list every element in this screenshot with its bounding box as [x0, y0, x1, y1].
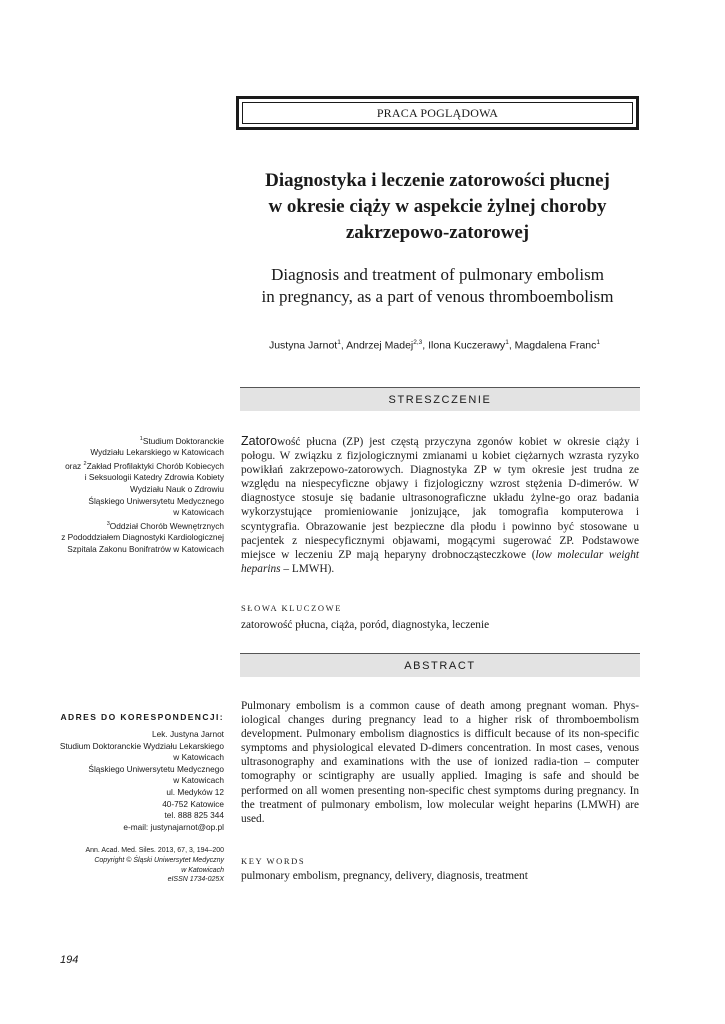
streszczenie-body: [241, 434, 639, 576]
abstract-line: during pregnancy. In the treatment of pulmonary embolism, low molecular: [241, 784, 639, 811]
author-name: Magdalena Franc: [514, 339, 597, 352]
citation-city: w Katowicach: [181, 866, 224, 874]
affiliation-sup: 3: [106, 520, 110, 527]
affiliation-line: i Seksuologii Katedry Zdrowia Kobiety: [84, 472, 224, 483]
affiliation-line: Wydziału Nauk o Zdrowiu: [130, 483, 224, 494]
correspondence-address: [40, 729, 224, 833]
keywords-pl-label: SŁOWA KLUCZOWE: [241, 603, 343, 613]
streszczenie-line: go oraz badania wykorzystujące promieniowanie jonizujące, jak tomografia: [241, 492, 639, 519]
abstract-heading: ABSTRACT: [240, 653, 640, 677]
affiliation-sup: 1: [139, 436, 143, 442]
title-polish-line: zakrzepowo-zatorowej: [345, 222, 530, 243]
abstract-line: development. Pulmonary embolism diagnostics is difficult because of its non-: [241, 728, 604, 741]
correspondence-line: w Katowicach: [173, 752, 224, 763]
author-affiliation-ref: 2,3: [413, 339, 423, 346]
affiliation-text: Zakład Profilaktyki Chorób Kobiecych: [86, 460, 224, 471]
streszczenie-heading: STRESZCZENIE: [240, 387, 640, 411]
author-affiliation-ref: 1: [596, 339, 600, 346]
correspondence-line: ul. Medyków 12: [166, 786, 224, 797]
page-number: 194: [60, 954, 79, 966]
citation-block: [40, 846, 224, 885]
author-affiliation-ref: 1: [505, 339, 509, 346]
affiliation-line: [40, 519, 224, 532]
abstract-body: [241, 699, 639, 826]
affiliation-line: z Pododdziałem Diagnostyki Kardiologicznej: [61, 532, 224, 543]
citation-journal: Ann. Acad. Med. Siles. 2013, 67, 3, 194–200: [85, 847, 224, 854]
title-polish: [236, 168, 639, 246]
correspondence-line: Lek. Justyna Jarnot: [152, 729, 224, 739]
title-english-line: in pregnancy, as a part of venous thromboembolism: [261, 287, 614, 306]
title-english: [236, 264, 639, 308]
abstract-line: Pulmonary embolism is a common cause of death among pregnant woman. Phys-: [241, 700, 639, 712]
citation-copyright: Copyright © Śląski Uniwersytet Medyczny: [94, 856, 224, 864]
title-english-line: Diagnosis and treatment of pulmonary embolism: [271, 265, 604, 284]
affiliation-text: Studium Doktoranckie: [142, 435, 224, 446]
abstract-line: specific symptoms and physiological elevated D-dimers concentration. In most: [241, 728, 639, 755]
streszczenie-line: trudna ze względu na niespecyficzne objawy i fizjologiczny wzrost stężenia: [241, 464, 639, 491]
correspondence-line: Studium Doktoranckie Wydziału Lekarskiego: [59, 740, 224, 751]
affiliation-prefix: oraz: [65, 460, 84, 471]
title-polish-line: w okresie ciąży w aspekcie żylnej choroby: [268, 196, 607, 217]
streszczenie-paren-close: – LMWH).: [280, 562, 335, 575]
abstract-line: tion – computer tomography or scintigraphy are usually applied. Imaging is safe: [241, 756, 639, 783]
affiliation-line: [40, 434, 224, 447]
correspondence-line: w Katowicach: [173, 775, 224, 786]
keywords-pl-text: zatorowość płucna, ciąża, poród, diagnostyka, leczenie: [241, 619, 490, 631]
streszczenie-line: wość płucna (ZP) jest częstą przyczyna zgonów kobiet w okresie ciąży: [277, 436, 630, 448]
author-affiliation-ref: 1: [337, 339, 341, 346]
streszczenie-line: i połogu. W związku z fizjologicznymi zmianami u kobiet ciężarnych wzrasta: [241, 436, 639, 463]
streszczenie-lead: Zatoro: [241, 434, 278, 448]
affiliation-text: Oddział Chorób Wewnętrznych: [109, 520, 224, 531]
keywords-en-label: KEY WORDS: [241, 856, 306, 866]
streszczenie-italic-term: low molecular weight heparins: [241, 548, 639, 575]
correspondence-heading: ADRES DO KORESPONDENCJI:: [60, 712, 224, 722]
streszczenie-line: być stosowane u pacjentek z niespecyficznymi objawami, mogącymi sugerować: [241, 520, 640, 547]
correspondence-line: 40-752 Katowice: [162, 798, 224, 809]
article-category-box: [236, 96, 639, 130]
streszczenie-paren-open: (: [531, 548, 536, 561]
affiliation-line: w Katowicach: [173, 507, 224, 518]
author-name: Ilona Kuczerawy: [428, 339, 506, 352]
affiliation-line: Szpitala Zakonu Bonifratrów w Katowicach: [67, 543, 224, 554]
affiliation-line: Śląskiego Uniwersytetu Medycznego: [88, 495, 224, 506]
streszczenie-line: komputerowa i scyntygrafia. Obrazowanie jest bezpieczne dla płodu i powinno: [241, 506, 639, 533]
author-name: Andrzej Madej: [346, 339, 414, 352]
article-category: PRACA POGLĄDOWA: [242, 102, 633, 124]
abstract-line: and should be performed on all women presenting non-specific chest symptoms: [241, 770, 640, 797]
author-name: Justyna Jarnot: [268, 339, 338, 352]
affiliation-line: Wydziału Lekarskiego w Katowicach: [90, 447, 224, 458]
keywords-en-text: pulmonary embolism, pregnancy, delivery, diagnosis, treatment: [241, 870, 528, 882]
affiliation-sup: 2: [83, 460, 87, 467]
author-list: Justyna Jarnot$^1$, Andrzej Madej$^{2,3}$, Ilona Kuczerawy$^1$, Magdalena Franc$^1$: [268, 339, 600, 352]
affiliation-line: [40, 459, 224, 472]
title-polish-line: Diagnostyka i leczenie zatorowości płucnej: [265, 170, 610, 191]
correspondence-line: Śląskiego Uniwersytetu Medycznego: [88, 763, 224, 774]
citation-issn: eISSN 1734-025X: [167, 876, 224, 884]
correspondence-line: tel. 888 825 344: [164, 810, 224, 821]
abstract-line: cases, venous ultrasonography and examinations with the use of ionized radia-: [241, 742, 639, 769]
affiliations: [40, 434, 224, 555]
correspondence-email: e-mail: justynajarnot@op.pl: [123, 821, 224, 832]
abstract-line: iological changes during pregnancy lead to a higher risk of thromboembolism: [241, 714, 639, 727]
abstract-line: weight heparins (LMWH) are used.: [241, 798, 639, 825]
streszczenie-line: D-dimerów. W diagnostyce stosuje się badanie ultrasonograficzne układu żylne-: [241, 478, 639, 505]
streszczenie-line: ryzyko powikłań zakrzepowo-zatorowych. Diagnostyka ZP w tym okresie jest: [241, 450, 639, 477]
streszczenie-line: ZP. Podstawowe miejsce w leczeniu ZP mają heparyny drobnocząsteczkowe: [241, 534, 640, 561]
